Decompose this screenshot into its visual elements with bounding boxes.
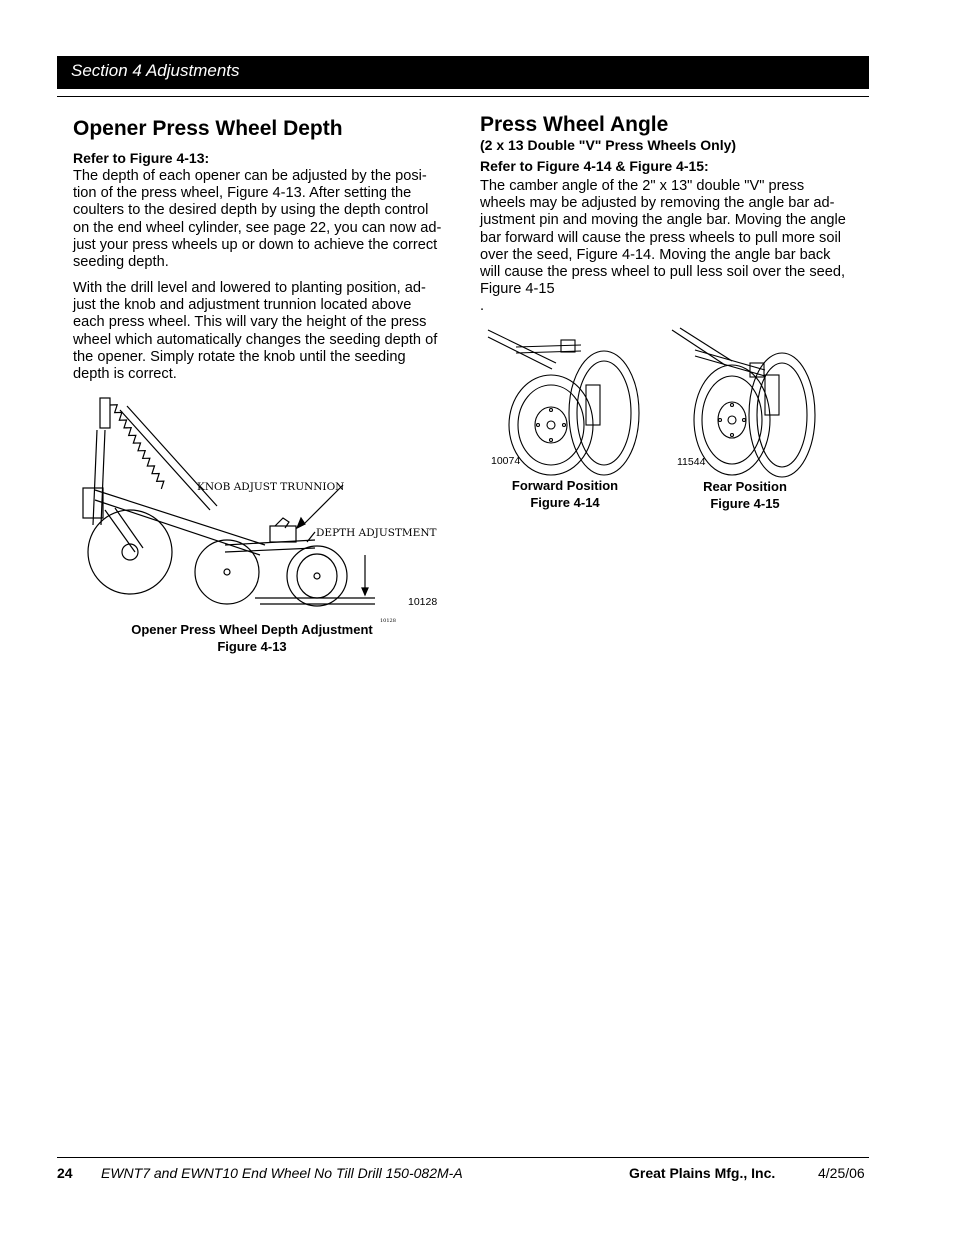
knob-trunnion (270, 526, 296, 542)
figure-4-14-illustration (486, 325, 646, 475)
document-title: EWNT7 and EWNT10 End Wheel No Till Drill 150-082M-A (101, 1165, 463, 1181)
caption-figure-number: Figure 4-14 (530, 495, 600, 510)
text-line: tion of the press wheel, Figure 4-13. After setting the (73, 185, 412, 202)
spring-icon (87, 402, 187, 489)
rear-press-wheel (569, 351, 639, 475)
text-line: each press wheel. This will vary the height of the press (73, 314, 427, 331)
text-line: . (480, 298, 485, 315)
text-line: wheel which automatically changes the seeding depth of (73, 331, 438, 348)
figure-4-15-part-no: 11544 (677, 456, 706, 468)
text-line: bar forward will cause the press wheels to pull more soil (480, 229, 841, 246)
text-line: depth is correct. (73, 366, 177, 383)
text-line: seeding depth. (73, 254, 169, 271)
text-line: wheels may be adjusted by removing the angle bar ad- (480, 195, 835, 212)
header-rule (57, 96, 869, 97)
figure-4-15-caption (675, 478, 815, 512)
text-line: justment pin and moving the angle bar. Moving the angle (480, 212, 846, 229)
text-line: The camber angle of the 2" x 13" double "V" press (480, 178, 805, 194)
knob-label: KNOB ADJUST TRUNNION (197, 481, 345, 493)
figure-4-13-illustration (75, 390, 438, 624)
text-line: With the drill level and lowered to planting position, ad- (73, 280, 426, 296)
front-press-wheel (509, 375, 593, 475)
figure-4-13-part-no: 10128 (408, 596, 438, 608)
caption-title: Opener Press Wheel Depth Adjustment (131, 622, 373, 637)
text-line: will cause the press wheel to pull less soil over the seed, (480, 264, 846, 281)
depth-label: DEPTH ADJUSTMENT (316, 527, 437, 539)
spring-top-bracket (100, 398, 110, 428)
document-date: 4/25/06 (818, 1165, 865, 1181)
left-heading: Opener Press Wheel Depth (73, 117, 343, 140)
section-title: Section 4 Adjustments (71, 61, 240, 80)
right-subtitle: (2 x 13 Double "V" Press Wheels Only) (480, 137, 737, 153)
caption-figure-number: Figure 4-15 (710, 496, 780, 511)
page-number: 24 (57, 1165, 73, 1181)
text-line: just your press wheels up or down to achieve the correct (73, 236, 438, 253)
frame-post (93, 430, 97, 525)
opener-disc (195, 540, 259, 604)
company-name: Great Plains Mfg., Inc. (629, 1165, 776, 1181)
left-paragraph-1 (73, 168, 458, 271)
text-line: Figure 4-15 (480, 281, 555, 298)
figure-4-13-caption (100, 621, 404, 655)
left-refer: Refer to Figure 4-13: (73, 150, 210, 166)
text-line: The depth of each opener can be adjusted by the posi- (73, 168, 427, 184)
coulter-wheel (88, 510, 172, 594)
text-line: just the knob and adjustment trunnion located above (73, 297, 412, 314)
text-line: coulters to the desired depth by using the depth control (73, 202, 429, 219)
figure-4-14-part-no: 10074 (491, 455, 521, 467)
caption-title: Rear Position (703, 479, 787, 494)
figure-small-part-no: 10128 (380, 618, 396, 624)
text-line: over the seed, Figure 4-14. Moving the angle bar back (480, 246, 831, 263)
text-line: the opener. Simply rotate the knob until the seeding (73, 348, 406, 365)
left-paragraph-2 (73, 280, 458, 383)
figure-4-14-caption (495, 477, 635, 511)
press-wheel (287, 546, 347, 606)
right-refer: Refer to Figure 4-14 & Figure 4-15: (480, 158, 709, 174)
right-paragraph (480, 178, 865, 316)
section-header-bar (57, 56, 869, 89)
caption-figure-number: Figure 4-13 (217, 639, 287, 654)
footer-rule (57, 1157, 869, 1158)
right-heading: Press Wheel Angle (480, 113, 669, 136)
text-line: on the end wheel cylinder, see page 22, you can now ad- (73, 219, 442, 236)
caption-title: Forward Position (511, 478, 619, 493)
